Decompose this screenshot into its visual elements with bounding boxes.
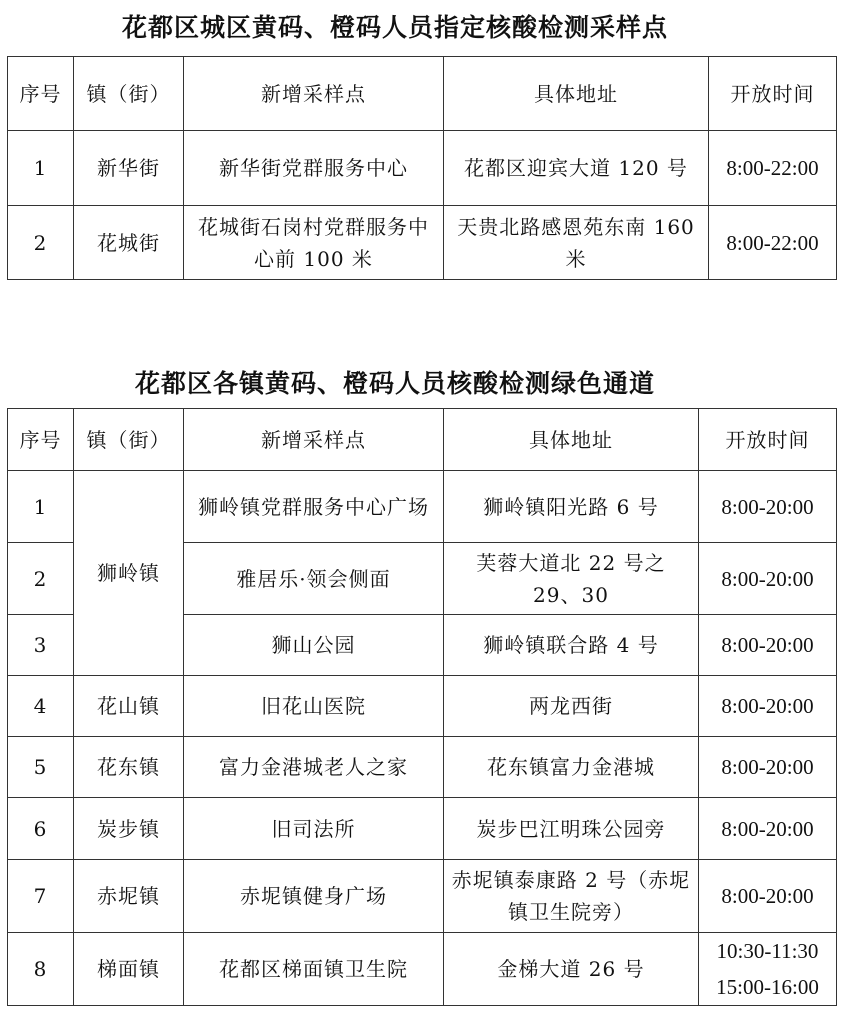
header-town: 镇（街） — [74, 409, 184, 471]
table-row — [8, 206, 837, 280]
table-row — [8, 737, 837, 798]
header-town: 镇（街） — [74, 57, 184, 131]
row-town: 花城街 — [74, 206, 184, 280]
row-town: 新华街 — [74, 131, 184, 206]
row-site: 赤坭镇健身广场 — [184, 860, 444, 933]
header-address: 具体地址 — [444, 409, 699, 471]
row-site: 富力金港城老人之家 — [184, 737, 444, 798]
table-row — [8, 798, 837, 860]
row-address: 花都区迎宾大道 120 号 — [444, 131, 709, 206]
header-no: 序号 — [8, 57, 74, 131]
row-address: 两龙西街 — [444, 676, 699, 737]
row-time: 8:00-22:00 — [709, 206, 837, 280]
row-time: 8:00-22:00 — [709, 131, 837, 206]
table-header-row — [8, 57, 837, 131]
row-no: 8 — [8, 933, 74, 1006]
row-site: 旧花山医院 — [184, 676, 444, 737]
time-line-morning: 10:30-11:30 — [716, 939, 819, 963]
table-row — [8, 860, 837, 933]
row-site: 花城街石岗村党群服务中心前 100 米 — [184, 206, 444, 280]
row-address: 花东镇富力金港城 — [444, 737, 699, 798]
table-row — [8, 131, 837, 206]
row-no: 2 — [8, 206, 74, 280]
row-site: 狮岭镇党群服务中心广场 — [184, 471, 444, 543]
designated-sampling-table — [7, 56, 837, 280]
table2-title: 花都区各镇黄码、橙码人员核酸检测绿色通道 — [134, 369, 655, 398]
row-time: 8:00-20:00 — [699, 798, 837, 860]
table1-title: 花都区城区黄码、橙码人员指定核酸检测采样点 — [121, 13, 668, 42]
row-town: 炭步镇 — [74, 798, 184, 860]
header-no: 序号 — [8, 409, 74, 471]
table-header-row — [8, 409, 837, 471]
row-address: 赤坭镇泰康路 2 号（赤坭镇卫生院旁） — [444, 860, 699, 933]
row-time: 8:00-20:00 — [699, 615, 837, 676]
row-time: 8:00-20:00 — [699, 860, 837, 933]
row-no: 1 — [8, 471, 74, 543]
row-town: 梯面镇 — [74, 933, 184, 1006]
row-town: 花山镇 — [74, 676, 184, 737]
row-site: 雅居乐·领会侧面 — [184, 543, 444, 615]
row-address: 狮岭镇阳光路 6 号 — [444, 471, 699, 543]
row-town: 赤坭镇 — [74, 860, 184, 933]
table-row — [8, 471, 837, 543]
row-site: 狮山公园 — [184, 615, 444, 676]
row-site: 新华街党群服务中心 — [184, 131, 444, 206]
row-address: 炭步巴江明珠公园旁 — [444, 798, 699, 860]
row-town: 花东镇 — [74, 737, 184, 798]
row-time: 8:00-20:00 — [699, 543, 837, 615]
row-time: 8:00-20:00 — [699, 676, 837, 737]
row-no: 4 — [8, 676, 74, 737]
header-time: 开放时间 — [709, 57, 837, 131]
row-no: 7 — [8, 860, 74, 933]
header-address: 具体地址 — [444, 57, 709, 131]
row-no: 2 — [8, 543, 74, 615]
row-no: 3 — [8, 615, 74, 676]
green-channel-table — [7, 408, 837, 1006]
row-time: 8:00-20:00 — [699, 737, 837, 798]
row-address: 狮岭镇联合路 4 号 — [444, 615, 699, 676]
row-time — [699, 933, 837, 1006]
time-line-afternoon: 15:00-16:00 — [716, 975, 819, 999]
header-time: 开放时间 — [699, 409, 837, 471]
row-site: 花都区梯面镇卫生院 — [184, 933, 444, 1006]
row-time: 8:00-20:00 — [699, 471, 837, 543]
row-address: 金梯大道 26 号 — [444, 933, 699, 1006]
row-site: 旧司法所 — [184, 798, 444, 860]
row-no: 5 — [8, 737, 74, 798]
row-no: 6 — [8, 798, 74, 860]
row-town-merged: 狮岭镇 — [74, 471, 184, 676]
row-address: 芙蓉大道北 22 号之 29、30 — [444, 543, 699, 615]
table-row — [8, 676, 837, 737]
header-site: 新增采样点 — [184, 57, 444, 131]
row-address: 天贵北路感恩苑东南 160 米 — [444, 206, 709, 280]
row-no: 1 — [8, 131, 74, 206]
table-row — [8, 933, 837, 1006]
header-site: 新增采样点 — [184, 409, 444, 471]
